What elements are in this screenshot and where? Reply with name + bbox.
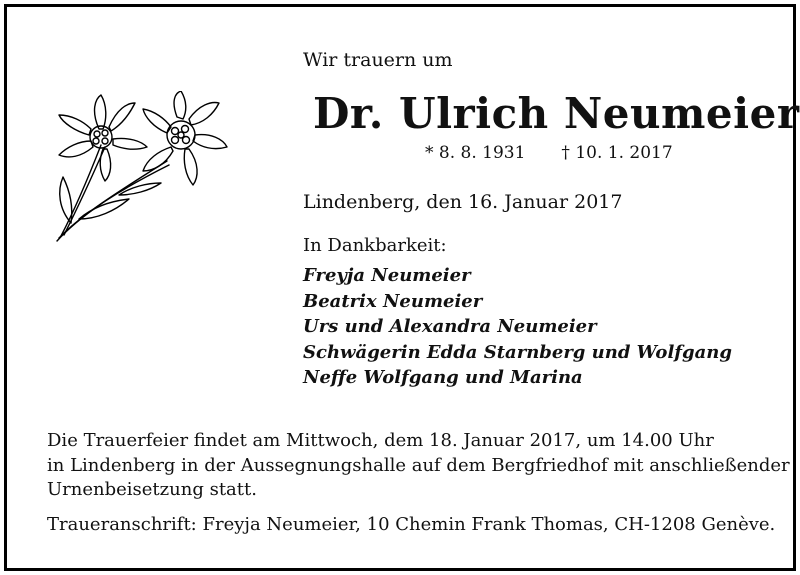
intro-text: Wir trauern um — [303, 49, 453, 71]
mourner-name: Schwägerin Edda Starnberg und Wolfgang — [303, 341, 732, 363]
mourner-name: Neffe Wolfgang und Marina — [303, 367, 583, 388]
place-and-date: Lindenberg, den 16. Januar 2017 — [303, 191, 623, 213]
birth-date: * 8. 8. 1931 — [425, 143, 526, 163]
obituary-notice — [4, 4, 800, 571]
mourning-address: Traueranschrift: Freyja Neumeier, 10 Chemin Frank Thomas, CH-1208 Genève. — [47, 514, 776, 535]
edelweiss-icon — [49, 91, 229, 247]
ceremony-line: in Lindenberg in der Aussegnungshalle auf dem Bergfriedhof mit anschließender — [47, 454, 790, 476]
ceremony-line: Die Trauerfeier findet am Mittwoch, dem 18. Januar 2017, um 14.00 Uhr — [47, 430, 714, 451]
ceremony-info — [47, 429, 790, 503]
ceremony-line: Urnenbeisetzung statt. — [47, 479, 257, 500]
mourner-name: Freyja Neumeier — [303, 265, 471, 286]
death-date: † 10. 1. 2017 — [561, 143, 673, 163]
thanks-label: In Dankbarkeit: — [303, 235, 447, 256]
mourner-name: Urs und Alexandra Neumeier — [303, 316, 597, 337]
deceased-name: Dr. Ulrich Neumeier — [313, 89, 800, 138]
mourner-name: Beatrix Neumeier — [303, 290, 483, 312]
mourners-list — [303, 263, 732, 391]
life-dates — [425, 143, 673, 163]
